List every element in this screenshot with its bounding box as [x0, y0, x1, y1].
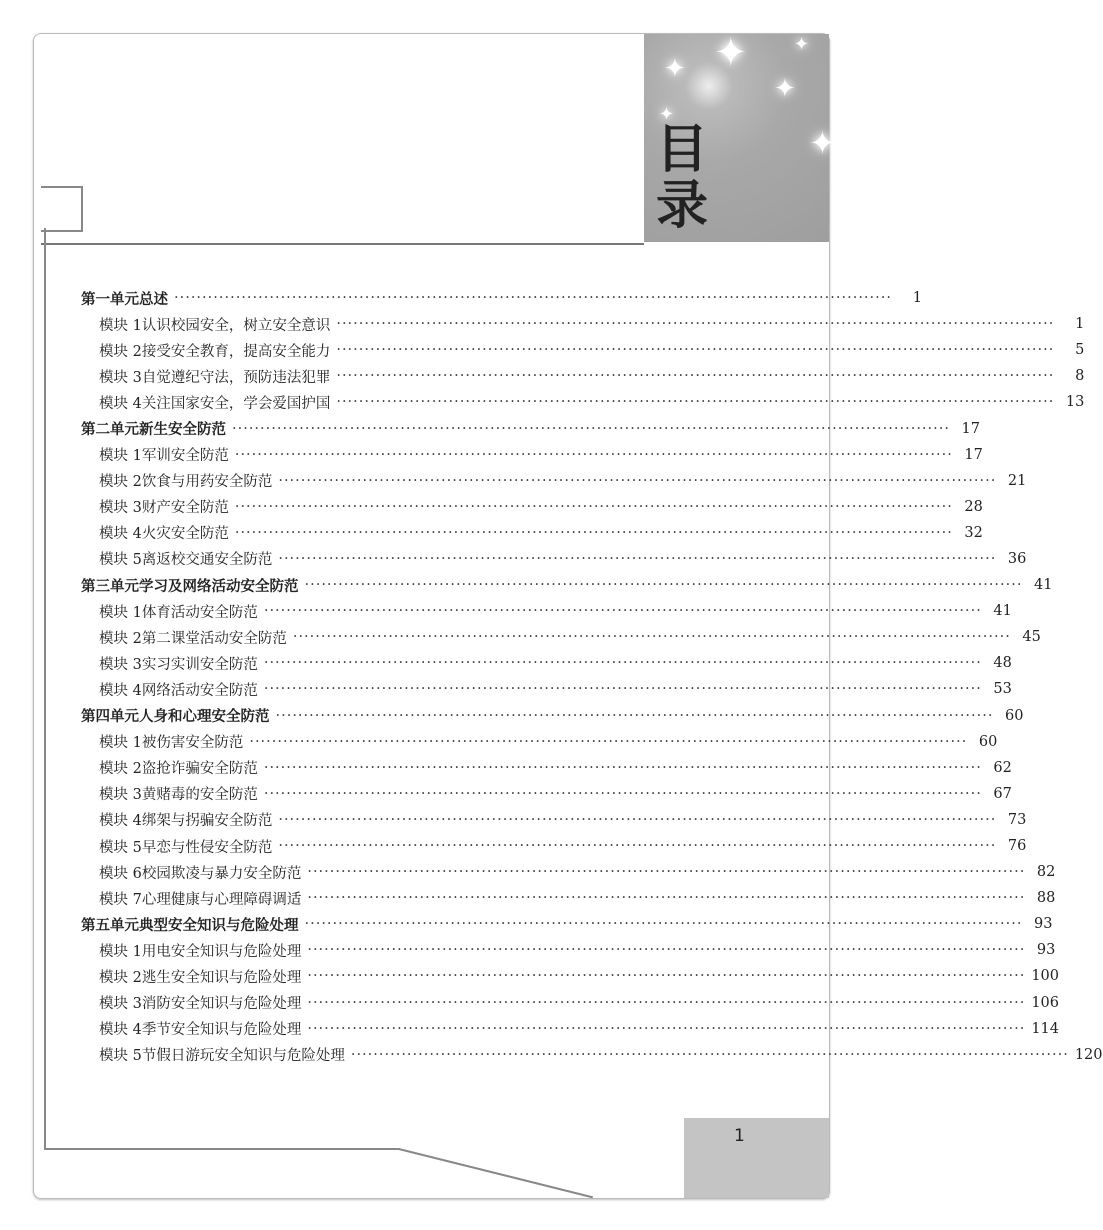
entry-page: 53	[993, 681, 1012, 698]
entry-label: 第四单元	[81, 709, 139, 726]
entry-page: 93	[1034, 916, 1053, 933]
dot-leader	[336, 342, 1054, 358]
dot-leader	[174, 290, 892, 306]
entry-label: 第三单元	[81, 578, 139, 595]
entry-label: 模块 6	[99, 865, 142, 882]
entry-label: 模块 2	[99, 761, 142, 778]
dot-leader	[264, 786, 982, 802]
sparkle-icon: ✦	[809, 124, 836, 162]
entry-label: 模块 2	[99, 969, 142, 986]
dot-leader	[305, 916, 1023, 932]
entry-title: 盗抢诈骗安全防范	[141, 761, 258, 778]
entry-title: 典型安全知识与危险处理	[139, 917, 299, 934]
entry-page: 93	[1036, 942, 1056, 959]
entry-page: 17	[964, 446, 983, 463]
entry-page: 21	[1007, 472, 1027, 489]
entry-label: 模块 3	[99, 996, 142, 1013]
entry-label: 模块 3	[99, 369, 142, 386]
entry-page: 32	[964, 524, 983, 541]
toc-unit-entry[interactable]	[81, 911, 1053, 937]
entry-page: 28	[964, 498, 983, 515]
entry-label: 模块 3	[99, 656, 142, 673]
toc-module-entry[interactable]	[81, 807, 1027, 833]
entry-page: 60	[1005, 707, 1024, 724]
entry-label: 模块 3	[99, 787, 142, 804]
toc-module-entry[interactable]	[81, 494, 983, 520]
entry-page: 8	[1075, 368, 1085, 385]
decorative-square	[41, 186, 83, 232]
page-number-box	[684, 1118, 829, 1198]
toc-module-entry[interactable]	[81, 1016, 1059, 1042]
entry-label: 模块 5	[99, 1048, 142, 1065]
entry-page: 76	[1007, 838, 1027, 855]
entry-title: 学习及网络活动安全防范	[139, 578, 299, 595]
book-page	[33, 30, 1103, 1199]
entry-page: 36	[1007, 550, 1027, 567]
toc-unit-entry[interactable]	[81, 703, 1024, 729]
dot-leader	[336, 368, 1054, 384]
dot-leader	[307, 995, 1025, 1011]
toc-module-entry[interactable]	[81, 624, 1041, 650]
entry-title: 心理健康与心理障碍调适	[141, 891, 302, 908]
entry-page: 13	[1065, 394, 1085, 411]
entry-page: 106	[1031, 994, 1059, 1011]
dot-leader	[232, 421, 950, 437]
sparkle-icon: ✦	[714, 30, 748, 76]
toc-unit-entry[interactable]	[81, 415, 980, 441]
entry-label: 模块 7	[99, 891, 142, 908]
table-of-contents	[81, 285, 1103, 1068]
dot-leader	[249, 734, 967, 750]
toc-unit-entry[interactable]	[81, 285, 922, 311]
dot-leader	[278, 473, 996, 489]
dot-leader	[307, 942, 1025, 958]
entry-title: 节假日游玩安全知识与危险处理	[141, 1048, 345, 1065]
entry-page: 41	[993, 603, 1012, 620]
page-number: 1	[734, 1126, 745, 1146]
toc-module-entry[interactable]	[81, 311, 1085, 337]
toc-module-entry[interactable]	[81, 963, 1059, 989]
dot-leader	[264, 603, 982, 619]
entry-label: 模块 4	[99, 813, 142, 830]
entry-label: 模块 1	[99, 735, 142, 752]
entry-title: 实习实训安全防范	[141, 656, 258, 673]
dot-leader	[276, 708, 994, 724]
entry-title: 体育活动安全防范	[141, 604, 258, 621]
entry-title: 早恋与性侵安全防范	[141, 839, 273, 856]
entry-title: 离返校交通安全防范	[141, 552, 273, 569]
dot-leader	[307, 968, 1025, 984]
entry-page: 17	[961, 420, 980, 437]
entry-label: 模块 3	[99, 500, 142, 517]
toc-module-entry[interactable]	[81, 885, 1056, 911]
dot-leader	[293, 629, 1011, 645]
entry-title: 黄赌毒的安全防范	[141, 787, 258, 804]
left-border-line	[44, 228, 46, 1149]
toc-module-entry[interactable]	[81, 598, 1012, 624]
toc-module-entry[interactable]	[81, 676, 1012, 702]
entry-label: 模块 1	[99, 943, 142, 960]
entry-label: 模块 4	[99, 1022, 142, 1039]
entry-title: 用电安全知识与危险处理	[141, 943, 302, 960]
entry-label: 模块 1	[99, 317, 142, 334]
entry-label: 模块 2	[99, 343, 142, 360]
dot-leader	[336, 316, 1054, 332]
entry-label: 模块 2	[99, 630, 142, 647]
entry-title: 校园欺凌与暴力安全防范	[141, 865, 302, 882]
toc-module-entry[interactable]	[81, 833, 1027, 859]
toc-module-entry[interactable]	[81, 859, 1056, 885]
entry-page: 67	[993, 785, 1012, 802]
entry-title: 季节安全知识与危险处理	[141, 1022, 302, 1039]
toc-module-entry[interactable]	[81, 468, 1027, 494]
entry-title: 被伤害安全防范	[141, 735, 244, 752]
entry-title: 接受安全教育，提高安全能力	[141, 343, 331, 360]
entry-title: 逃生安全知识与危险处理	[141, 969, 302, 986]
toc-module-entry[interactable]	[81, 729, 998, 755]
entry-page: 120	[1074, 1046, 1103, 1063]
entry-page: 1	[912, 290, 922, 307]
entry-page: 41	[1034, 577, 1053, 594]
entry-title: 总述	[139, 291, 168, 308]
entry-label: 第二单元	[81, 422, 139, 439]
entry-label: 模块 4	[99, 395, 142, 412]
entry-title: 第二课堂活动安全防范	[141, 630, 287, 647]
toc-unit-entry[interactable]	[81, 572, 1053, 598]
sparkle-icon: ✦	[774, 74, 796, 104]
entry-title: 认识校园安全，树立安全意识	[141, 317, 331, 334]
entry-title: 自觉遵纪守法，预防违法犯罪	[141, 369, 331, 386]
entry-label: 模块 5	[99, 552, 142, 569]
toc-module-entry[interactable]	[81, 1042, 1103, 1068]
header-divider	[41, 243, 644, 245]
entry-label: 第一单元	[81, 291, 139, 308]
toc-module-entry[interactable]	[81, 755, 1012, 781]
dot-leader	[278, 812, 996, 828]
toc-module-entry[interactable]	[81, 520, 983, 546]
entry-title: 财产安全防范	[141, 500, 229, 517]
toc-module-entry[interactable]	[81, 337, 1085, 363]
entry-title: 人身和心理安全防范	[139, 709, 270, 726]
entry-page: 48	[993, 655, 1012, 672]
toc-module-entry[interactable]	[81, 781, 1012, 807]
toc-module-entry[interactable]	[81, 990, 1059, 1016]
bottom-border-line	[44, 1148, 400, 1150]
dot-leader	[351, 1047, 1069, 1063]
toc-module-entry[interactable]	[81, 389, 1085, 415]
dot-leader	[278, 838, 996, 854]
entry-page: 100	[1031, 968, 1059, 985]
entry-title: 火灾安全防范	[141, 526, 229, 543]
entry-page: 88	[1036, 890, 1056, 907]
bottom-diagonal-line	[399, 1148, 594, 1198]
dot-leader	[235, 525, 953, 541]
entry-label: 模块 2	[99, 474, 142, 491]
sparkle-icon: ✦	[794, 34, 810, 55]
dot-leader	[305, 577, 1023, 593]
entry-title: 消防安全知识与危险处理	[141, 996, 302, 1013]
entry-page: 5	[1075, 342, 1085, 359]
dot-leader	[307, 864, 1025, 880]
dot-leader	[235, 447, 953, 463]
sparkle-icon: ✦	[659, 104, 675, 125]
dot-leader	[235, 499, 953, 515]
toc-module-entry[interactable]	[81, 442, 983, 468]
entry-label: 模块 5	[99, 839, 142, 856]
entry-title: 绑架与拐骗安全防范	[141, 813, 273, 830]
dot-leader	[307, 890, 1025, 906]
dot-leader	[264, 655, 982, 671]
entry-label: 模块 4	[99, 526, 142, 543]
entry-title: 新生安全防范	[139, 422, 226, 439]
entry-page: 60	[978, 733, 998, 750]
entry-page: 73	[1007, 811, 1027, 828]
entry-title: 网络活动安全防范	[141, 682, 258, 699]
toc-module-entry[interactable]	[81, 650, 1012, 676]
dot-leader	[307, 1021, 1025, 1037]
entry-label: 模块 1	[99, 448, 142, 465]
entry-title: 关注国家安全，学会爱国护国	[141, 395, 331, 412]
entry-title: 军训安全防范	[141, 448, 229, 465]
dot-leader	[264, 681, 982, 697]
entry-label: 模块 4	[99, 682, 142, 699]
toc-module-entry[interactable]	[81, 363, 1085, 389]
entry-page: 45	[1022, 629, 1041, 646]
entry-page: 62	[993, 759, 1012, 776]
dot-leader	[264, 760, 982, 776]
entry-page: 1	[1075, 316, 1085, 333]
dot-leader	[278, 551, 996, 567]
toc-module-entry[interactable]	[81, 937, 1056, 963]
dot-leader	[336, 394, 1054, 410]
page-title: 目录	[656, 120, 709, 236]
entry-label: 第五单元	[81, 917, 139, 934]
entry-label: 模块 1	[99, 604, 142, 621]
entry-page: 82	[1036, 864, 1056, 881]
entry-page: 114	[1031, 1020, 1059, 1037]
entry-title: 饮食与用药安全防范	[141, 474, 273, 491]
sparkle-icon: ✦	[664, 54, 686, 84]
toc-module-entry[interactable]	[81, 546, 1027, 572]
